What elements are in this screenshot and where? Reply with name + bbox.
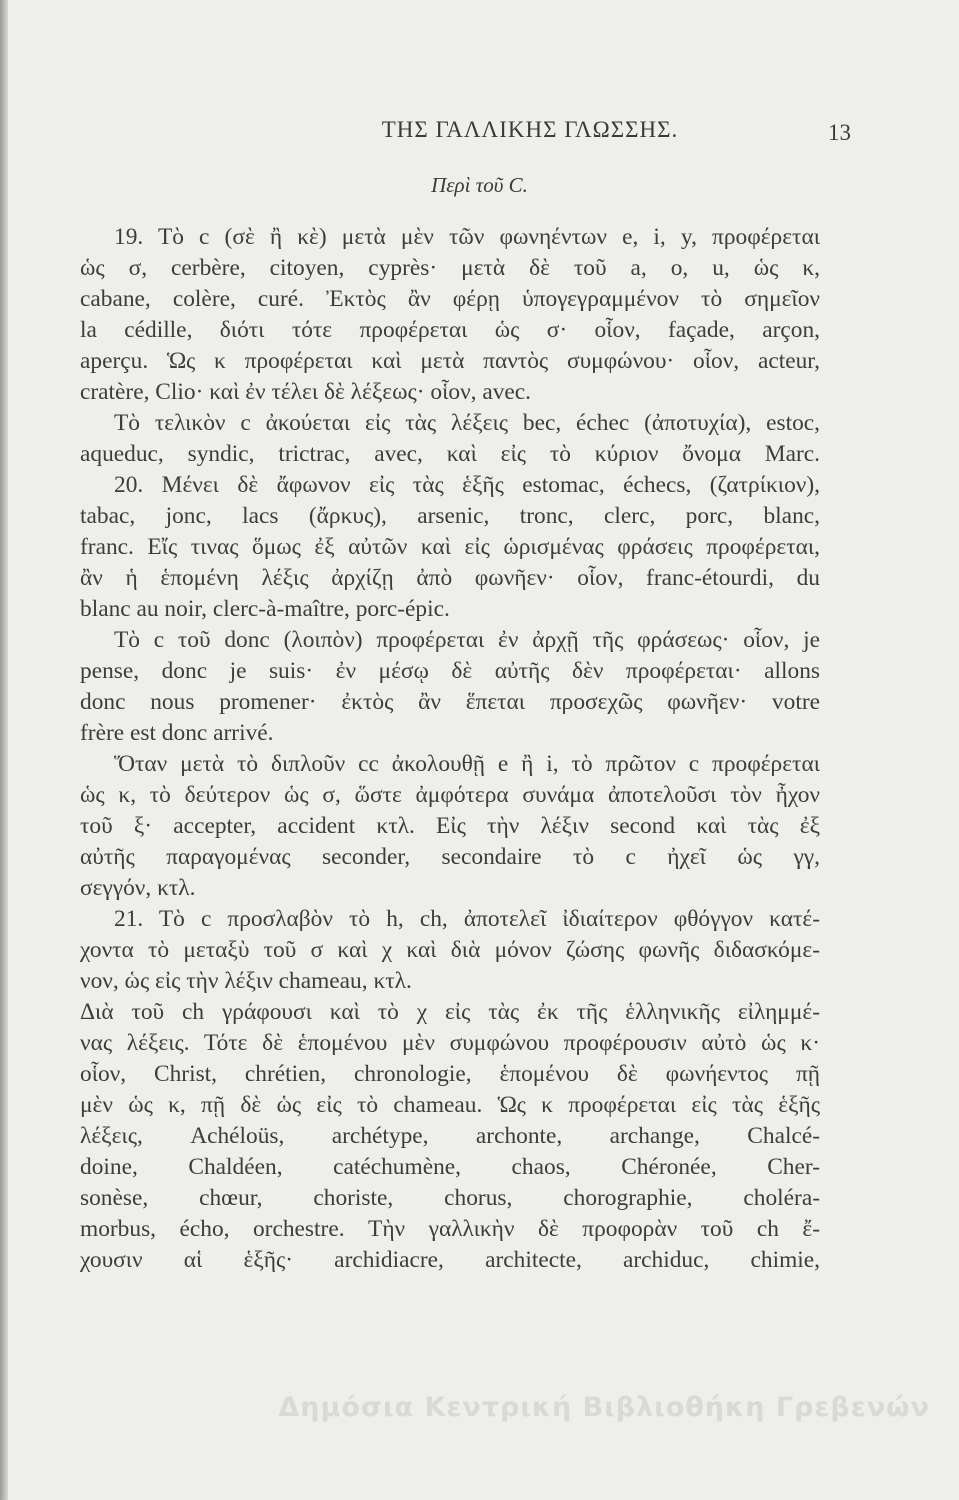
text-line: tabac, jonc, lacs (ἄρκυς), arsenic, tronc, clerc, porc, blanc, <box>80 503 820 529</box>
text-line: morbus, écho, orchestre. Τὴν γαλλικὴν δὲ προφορὰν τοῦ ch ἔ- <box>80 1216 820 1242</box>
text-line: χοντα τὸ μεταξὺ τοῦ σ καὶ χ καὶ διὰ μόνον ζώσης φωνῆς διδασκόμε- <box>80 937 820 963</box>
text-line: νον, ὡς εἰς τὴν λέξιν chameau, κτλ. <box>80 968 412 994</box>
text-line: ὡς σ, cerbère, citoyen, cyprès· μετὰ δὲ τοῦ a, o, u, ὡς κ, <box>80 255 820 281</box>
text-line: λέξεις, Achéloüs, archétype, archonte, archange, Chalcé- <box>80 1123 820 1149</box>
text-line: cabane, colère, curé. Ἐκτὸς ἂν φέρῃ ὑπογεγραμμένον τὸ σημεῖον <box>80 286 820 312</box>
text-line: cratère, Clio· καὶ ἐν τέλει δὲ λέξεως· οἷον, avec. <box>80 379 532 405</box>
text-line: ἂν ἡ ἑπομένη λέξις ἀρχίζῃ ἀπὸ φωνῆεν· οἷον, franc-étourdi, du <box>80 565 820 591</box>
text-line: Τὸ c τοῦ donc (λοιπὸν) προφέρεται ἐν ἀρχῇ τῆς φράσεως· οἷον, je <box>114 627 820 653</box>
text-line: 20. Μένει δὲ ἄφωνον εἰς τὰς ἑξῆς estomac, échecs, (ζατρίκιον), <box>114 472 820 498</box>
text-line: doine, Chaldéen, catéchumène, chaos, Chéronée, Cher- <box>80 1154 820 1180</box>
running-header: ΤΗΣ ΓΑΛΛΙΚΗΣ ΓΛΩΣΣΗΣ. <box>381 117 679 142</box>
text-line: 21. Τὸ c προσλαβὸν τὸ h, ch, ἀποτελεῖ ἰδιαίτερον φθόγγον κατέ- <box>114 906 820 932</box>
text-line: aqueduc, syndic, trictrac, avec, καὶ εἰς τὸ κύριον ὄνομα Marc. <box>80 441 820 467</box>
text-line: pense, donc je suis· ἐν μέσῳ δὲ αὐτῆς δὲν προφέρεται· allons <box>80 658 820 684</box>
text-line: la cédille, διότι τότε προφέρεται ὡς σ· οἷον, façade, arçon, <box>80 317 820 343</box>
text-line: sonèse, chœur, choriste, chorus, chorographie, choléra- <box>80 1185 820 1211</box>
text-line: αὐτῆς παραγομένας seconder, secondaire τὸ c ἠχεῖ ὡς γγ, <box>80 844 820 870</box>
page-binding-edge <box>0 0 8 1500</box>
text-line: μὲν ὡς κ, πῇ δὲ ὡς εἰς τὸ chameau. Ὡς κ προφέρεται εἰς τὰς ἑξῆς <box>80 1092 820 1118</box>
text-line: Τὸ τελικὸν c ἀκούεται εἰς τὰς λέξεις bec, échec (ἀποτυχία), estoc, <box>114 410 820 436</box>
page-number: 13 <box>828 120 851 145</box>
body-text <box>80 222 820 1276</box>
text-line: frère est donc arrivé. <box>80 720 274 746</box>
text-line: σεγγόν, κτλ. <box>80 875 196 901</box>
text-line: Ὅταν μετὰ τὸ διπλοῦν cc ἀκολουθῇ e ἢ i, τὸ πρῶτον c προφέρεται <box>114 751 820 777</box>
text-line: Διὰ τοῦ ch γράφουσι καὶ τὸ χ εἰς τὰς ἐκ τῆς ἑλληνικῆς εἰλημμέ- <box>80 999 820 1025</box>
library-watermark: Δημόσια Κεντρική Βιβλιοθήκη Γρεβενών <box>278 1392 930 1423</box>
text-line: χουσιν αἱ ἑξῆς· archidiacre, architecte, archiduc, chimie, <box>80 1247 820 1273</box>
text-line: blanc au noir, clerc-à-maître, porc-épic. <box>80 596 450 622</box>
text-line: donc nous promener· ἐκτὸς ἂν ἕπεται προσεχῶς φωνῆεν· votre <box>80 689 820 715</box>
text-line: τοῦ ξ· accepter, accident κτλ. Εἰς τὴν λέξιν second καὶ τὰς ἐξ <box>80 813 820 839</box>
text-line: οἷον, Christ, chrétien, chronologie, ἑπομένου δὲ φωνήεντος πῇ <box>80 1061 820 1087</box>
text-line: aperçu. Ὡς κ προφέρεται καὶ μετὰ παντὸς συμφώνου· οἷον, acteur, <box>80 348 820 374</box>
text-line: 19. Τὸ c (σὲ ἢ κὲ) μετὰ μὲν τῶν φωνηέντων e, i, y, προφέρεται <box>114 224 820 250</box>
section-title: Περὶ τοῦ C. <box>431 173 528 197</box>
text-line: νας λέξεις. Τότε δὲ ἑπομένου μὲν συμφώνου προφέρουσιν αὐτὸ ὡς κ· <box>80 1030 820 1056</box>
text-line: ὡς κ, τὸ δεύτερον ὡς σ, ὥστε ἀμφότερα συνάμα ἀποτελοῦσι τὸν ἦχον <box>80 782 820 808</box>
text-line: franc. Εἴς τινας ὅμως ἐξ αὐτῶν καὶ εἰς ὡρισμένας φράσεις προφέρεται, <box>80 534 820 560</box>
